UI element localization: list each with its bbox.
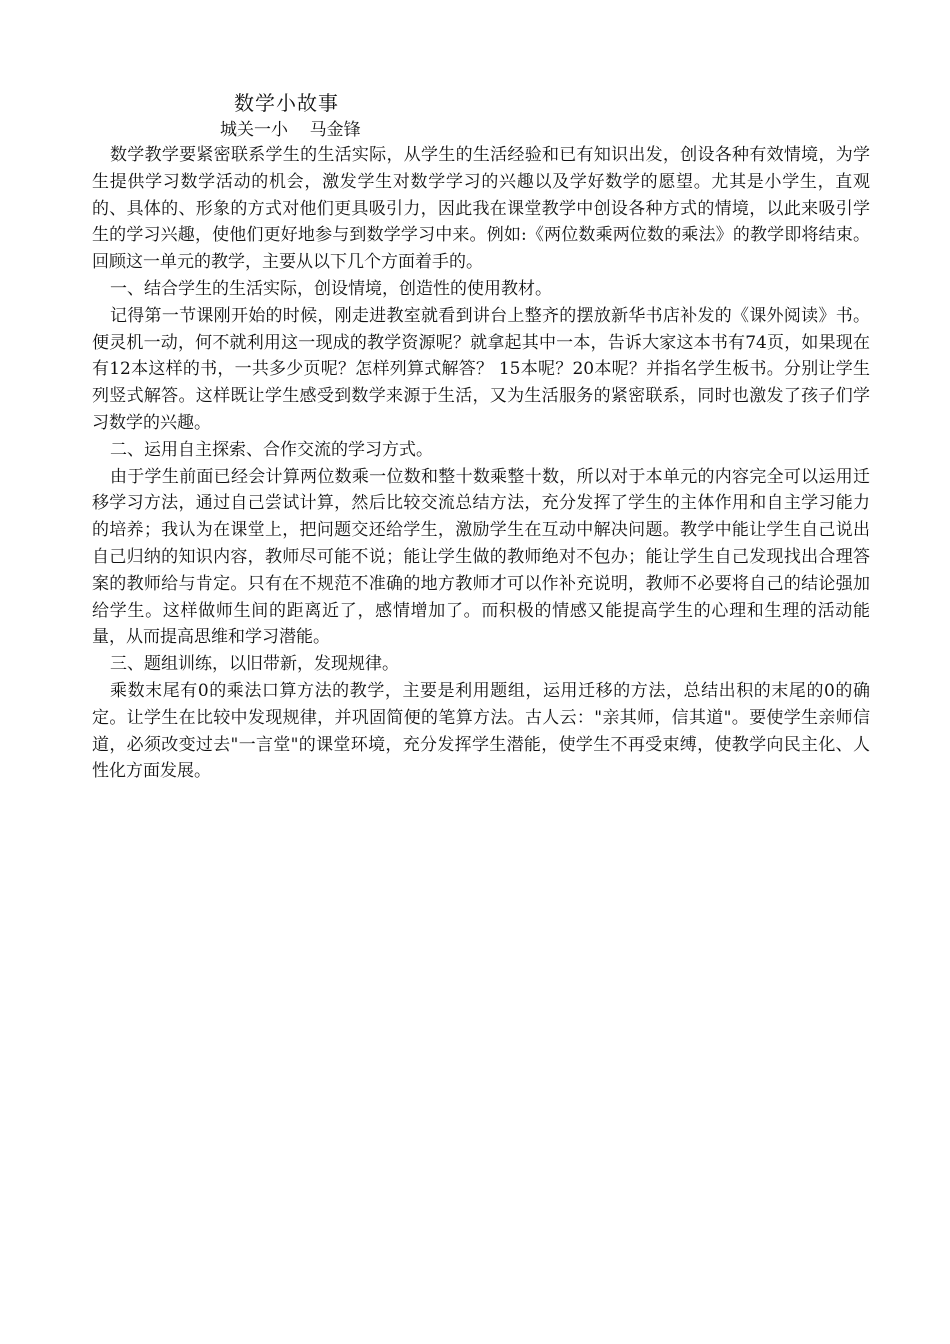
section-heading-2: 二、运用自主探索、合作交流的学习方式。: [110, 439, 433, 460]
paragraph-intro: 数学教学要紧密联系学生的生活实际，从学生的生活经验和已有知识出发，创设各种有效情境，为学生提供学习数学活动的机会，激发学生对数学学习的兴趣以及学好数学的愿望。尤其是小学生，直观的、具体的、形象的方式对他们更具吸引力，因此我在课堂教学中创设各种方式的情境，以此来吸引学生的学习兴趣，使他们更好地参与到数学学习中来。例如:《两位数乘两位数的乘法》的教学即将结束。回顾这一单元的教学，主要从以下几个方面着手的。: [92, 145, 870, 273]
author-byline: 城关一小 马金锋: [220, 120, 361, 140]
document-title: 数学小故事: [234, 91, 339, 115]
paragraph-section-1: 记得第一节课刚开始的时候，刚走进教室就看到讲台上整齐的摆放新华书店补发的《课外阅读》书。便灵机一动，何不就利用这一现成的教学资源呢？就拿起其中一本，告诉大家这本书有74页，如果现在有12本这样的书，一共多少页呢？怎样列算式解答？ 15本呢？20本呢？并指名学生板书。分别让学生列竖式解答。这样既让学生感受到数学来源于生活，又为生活服务的紧密联系，同时也激发了孩子们学习数学的兴趣。: [92, 305, 870, 433]
paragraph-section-2: 由于学生前面已经会计算两位数乘一位数和整十数乘整十数，所以对于本单元的内容完全可以运用迁移学习方法，通过自己尝试计算，然后比较交流总结方法，充分发挥了学生的主体作用和自主学习能力的培养；我认为在课堂上，把问题交还给学生，激励学生在互动中解决问题。教学中能让学生自己说出自己归纳的知识内容，教师尽可能不说；能让学生做的教师绝对不包办；能让学生自己发现找出合理答案的教师给与肯定。只有在不规范不准确的地方教师才可以作补充说明，教师不必要将自己的结论强加给学生。这样做师生间的距离近了，感情增加了。而积极的情感又能提高学生的心理和生理的活动能量，从而提高思维和学习潜能。: [92, 466, 870, 648]
section-heading-3: 三、题组训练，以旧带新，发现规律。: [110, 654, 399, 675]
document-page: [92, 88, 870, 785]
section-heading-1: 一、结合学生的生活实际，创设情境，创造性的使用教材。: [110, 278, 552, 299]
paragraph-section-3: 乘数末尾有0的乘法口算方法的教学，主要是利用题组，运用迁移的方法，总结出积的末尾的0的确定。让学生在比较中发现规律，并巩固简便的笔算方法。古人云："亲其师，信其道"。要使学生亲师信道，必须改变过去"一言堂"的课堂环境，充分发挥学生潜能，使学生不再受束缚，使教学向民主化、人性化方面发展。: [92, 680, 870, 782]
